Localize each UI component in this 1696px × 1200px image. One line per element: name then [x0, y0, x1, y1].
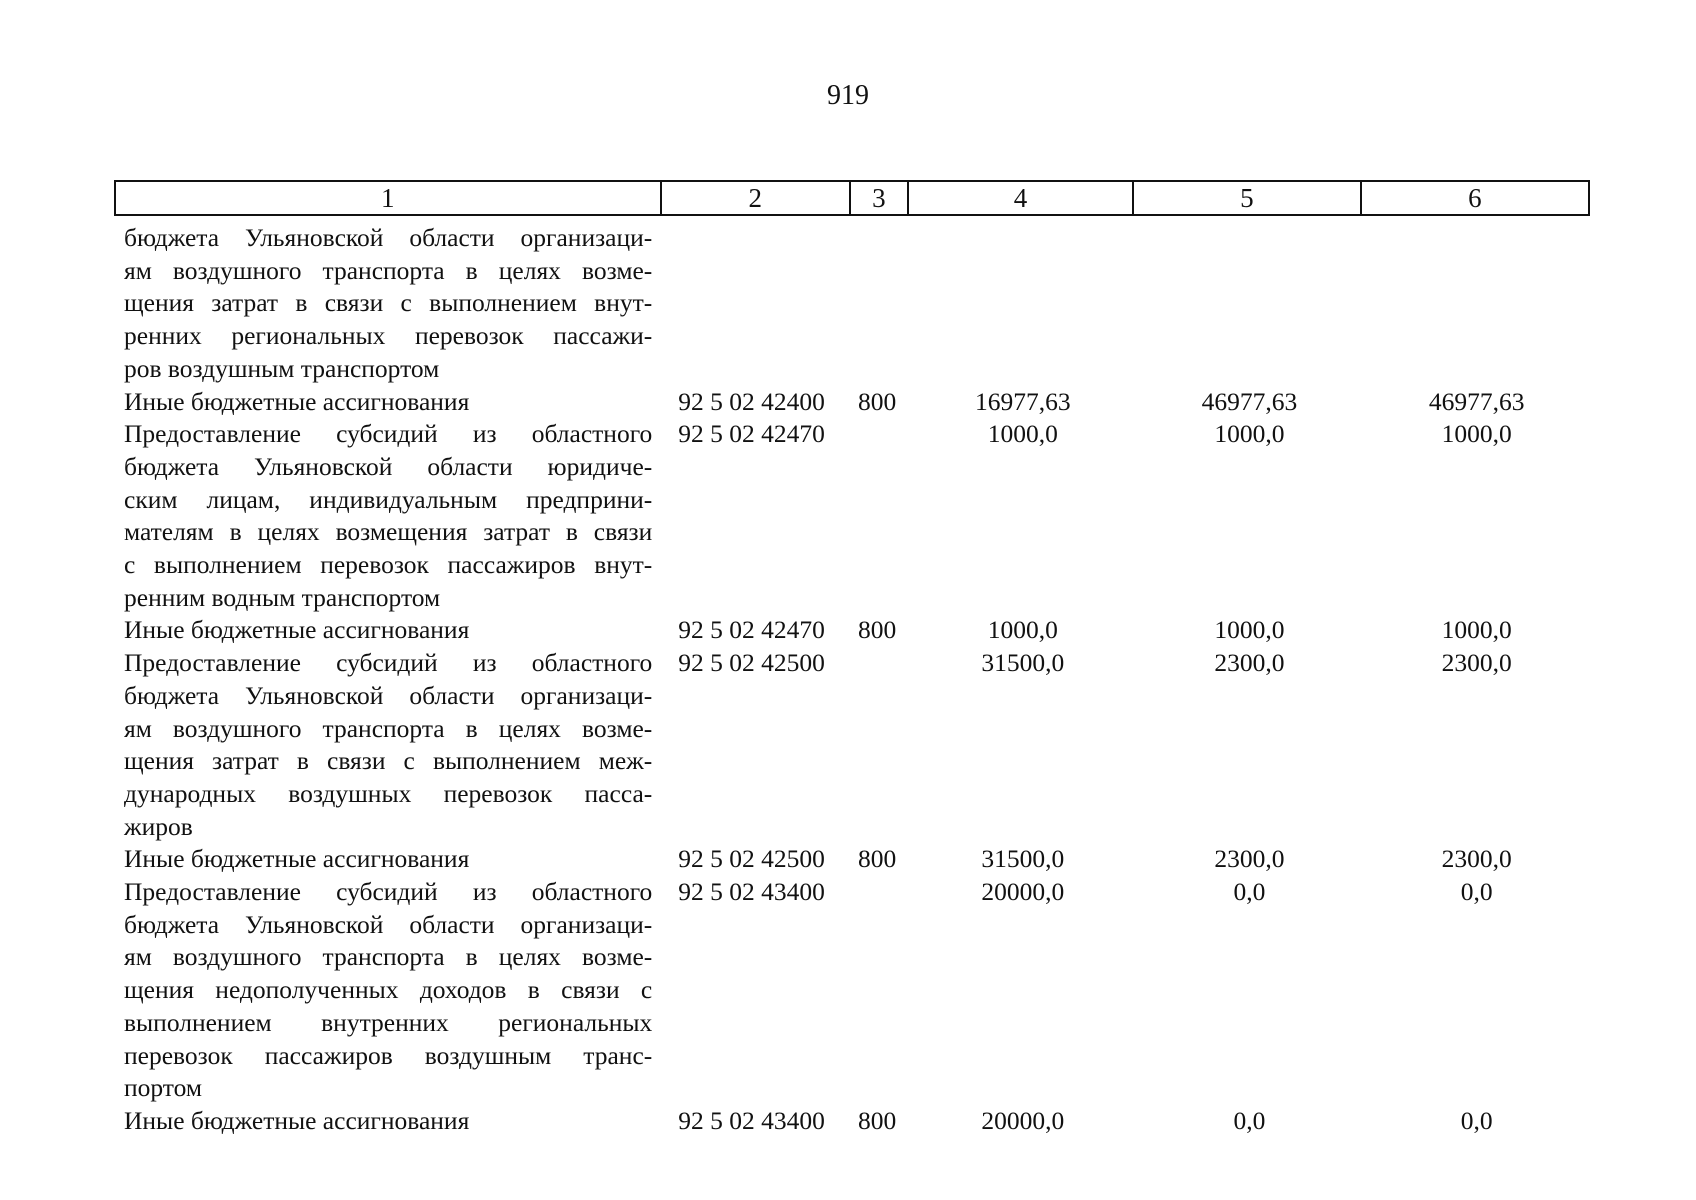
row-value-col-6: 0,0	[1460, 1105, 1493, 1135]
row-value-col-6: 2300,0	[1441, 844, 1512, 874]
row-description	[114, 418, 662, 614]
description-line: бюджета Ульяновской области организаци-	[124, 223, 653, 252]
description-line: ренних региональных перевозок пассажи-	[124, 321, 653, 351]
description-line: Предоставление субсидий из областного	[124, 419, 653, 449]
row-description	[114, 1105, 662, 1138]
description-line: портом	[124, 1073, 203, 1103]
row-value-col-4: 16977,63	[974, 386, 1071, 416]
row-description	[114, 843, 662, 876]
row-value-col-4: 31500,0	[981, 648, 1065, 678]
description-line: Иные бюджетные ассигнования	[124, 615, 470, 645]
description-line: Иные бюджетные ассигнования	[124, 1105, 470, 1135]
table-row	[114, 386, 1590, 419]
description-line: щения затрат в связи с выполнением внут-	[124, 288, 653, 318]
description-line: Предоставление субсидий из областного	[124, 648, 653, 678]
description-line: ям воздушного транспорта в целях возме-	[124, 255, 653, 285]
description-line: ям воздушного транспорта в целях возме-	[124, 942, 653, 972]
row-expense-type: 800	[858, 615, 897, 645]
description-line: щения недополученных доходов в связи с	[124, 975, 653, 1005]
row-value-col-6: 46977,63	[1428, 386, 1525, 416]
row-code: 92 5 02 43400	[678, 877, 825, 907]
table-row	[114, 843, 1590, 876]
table-row	[114, 614, 1590, 647]
row-code: 92 5 02 42470	[678, 615, 825, 645]
description-line: с выполнением перевозок пассажиров внут-	[124, 550, 653, 580]
header-col-2: 2	[662, 182, 851, 214]
description-line: жиров	[124, 811, 193, 841]
row-value-col-6: 0,0	[1460, 877, 1493, 907]
table-row	[114, 1105, 1590, 1138]
page-number: 919	[827, 80, 869, 111]
description-line: мателям в целях возмещения затрат в связи	[124, 517, 653, 547]
row-code: 92 5 02 42500	[678, 844, 825, 874]
row-value-col-5: 2300,0	[1214, 844, 1285, 874]
row-description	[114, 222, 662, 386]
description-line: ров воздушным транспортом	[124, 353, 440, 383]
row-value-col-4: 1000,0	[987, 615, 1058, 645]
row-value-col-6: 2300,0	[1441, 648, 1512, 678]
row-description	[114, 876, 662, 1105]
table-body	[114, 222, 1590, 1138]
row-code: 92 5 02 43400	[678, 1105, 825, 1135]
header-col-1: 1	[116, 182, 662, 214]
row-expense-type: 800	[858, 1105, 897, 1135]
description-line: бюджета Ульяновской области юридиче-	[124, 451, 653, 481]
table-header	[114, 180, 1590, 216]
row-code: 92 5 02 42470	[678, 419, 825, 449]
row-value-col-4: 20000,0	[981, 877, 1065, 907]
row-value-col-6: 1000,0	[1441, 419, 1512, 449]
row-value-col-4: 31500,0	[981, 844, 1065, 874]
row-value-col-5: 0,0	[1233, 1105, 1266, 1135]
description-line: дународных воздушных перевозок пасса-	[124, 778, 653, 808]
row-value-col-5: 1000,0	[1214, 419, 1285, 449]
description-line: Предоставление субсидий из областного	[124, 877, 653, 907]
row-description	[114, 647, 662, 843]
table-row	[114, 418, 1590, 614]
row-value-col-5: 46977,63	[1201, 386, 1298, 416]
header-col-6: 6	[1468, 182, 1482, 213]
row-value-col-4: 20000,0	[981, 1105, 1065, 1135]
row-code: 92 5 02 42400	[678, 386, 825, 416]
row-code: 92 5 02 42500	[678, 648, 825, 678]
description-line: Иные бюджетные ассигнования	[124, 386, 470, 416]
description-line: ским лицам, индивидуальным предприни-	[124, 484, 653, 514]
description-line: перевозок пассажиров воздушным транс-	[124, 1040, 653, 1070]
description-line: ям воздушного транспорта в целях возме-	[124, 713, 653, 743]
row-value-col-5: 2300,0	[1214, 648, 1285, 678]
table-row	[114, 222, 1590, 386]
table-row	[114, 876, 1590, 1105]
description-line: бюджета Ульяновской области организаци-	[124, 909, 653, 939]
description-line: ренним водным транспортом	[124, 582, 441, 612]
row-value-col-5: 0,0	[1233, 877, 1266, 907]
table-row	[114, 647, 1590, 843]
row-expense-type: 800	[858, 386, 897, 416]
row-value-col-6: 1000,0	[1441, 615, 1512, 645]
row-value-col-4: 1000,0	[987, 419, 1058, 449]
row-description	[114, 614, 662, 647]
header-col-4: 4	[909, 182, 1134, 214]
description-line: выполнением внутренних региональных	[124, 1007, 653, 1037]
row-description	[114, 386, 662, 419]
description-line: Иные бюджетные ассигнования	[124, 844, 470, 874]
description-line: бюджета Ульяновской области организаци-	[124, 680, 653, 710]
header-col-5: 5	[1134, 182, 1361, 214]
row-value-col-5: 1000,0	[1214, 615, 1285, 645]
header-col-3: 3	[851, 182, 909, 214]
description-line: щения затрат в связи с выполнением меж-	[124, 746, 653, 776]
row-expense-type: 800	[858, 844, 897, 874]
